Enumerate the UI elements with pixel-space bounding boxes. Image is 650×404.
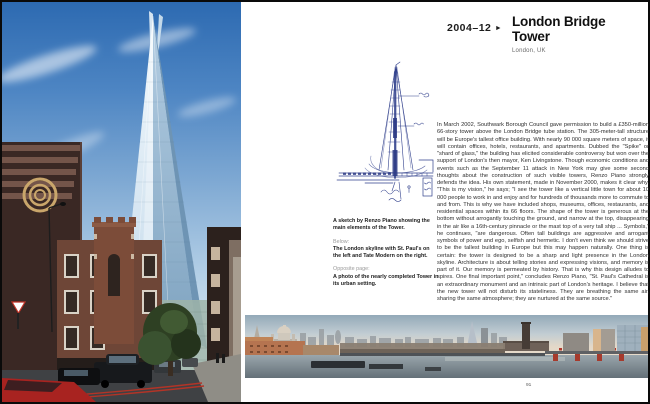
project-dates — [447, 22, 502, 34]
body-text: In March 2002, Southwark Borough Council gave permission to build a £350-million 66-story tower above the London Bridge tube station. The 305-meter-tall structure will be Europe's tallest office building. With nearly 90 000 square meters of space, it will contain offices, hotels, restaurants, and apartments. Dubbed the "Spike" or "shard of glass," the building has elicited considerable controversy but won over the support of London's then mayor, Ken Livingstone. Though economic conditions and events such as the September 11 attack in New York may give some second thoughts about the construction of such visible towers, Renzo Piano strongly defends the idea. His own statement, made in November 2000, makes it clear why. "This is my vision," he says; "I see the tower like a vertical little town for about 10 000 people to work in and enjoy and for hundreds of thousands more to commute to and from. This is why we have included shops, museums, offices, restaurants, and residential spaces within its 66 floors. The shape of the tower is generous at the bottom without arrogantly touching the ground, and narrow at the top, disappearing in the air like a 16th-century pinnacle or the mast top of a very tall ship ... Symbols," he continues, "are dangerous. Often tall buildings are aggressive and arrogant symbols of power and ego, selfish and hermetic. I don't even think we should strive to be the tallest building in Europe but this may happen naturally. One thing is certain: the tower is designed to be a sharp and light presence in the London skyline. Architecture is about telling stories and expressing visions, and memory is part of it. Our memory is permeated by history. That is why this design alludes to spires. One final important point," concludes Renzo Piano, "St. Paul's Cathedral is an extraordinary monument and an intrinsic part of London's heritage. I believe that the new tower will not disturb its stateliness. They are breathing the same air, sharing the same atmosphere; they are nurtured at the same source." — [437, 122, 649, 302]
dates-text: 2004–12 — [447, 22, 492, 34]
tate-modern-chimney — [522, 323, 530, 349]
below-caption: The London skyline with St. Paul's on the left and Tate Modern on the right. — [333, 245, 430, 260]
right-page — [241, 2, 648, 402]
opposite-page-label: Opposite page: — [333, 266, 370, 273]
embankment — [340, 353, 545, 356]
dark-car — [94, 362, 152, 383]
sketch-caption: A sketch by Renzo Piano showing the main elements of the Tower. — [333, 218, 430, 232]
shard-street-photo — [2, 2, 241, 402]
page-number: 91 — [526, 383, 532, 388]
arrow-right-icon: ► — [494, 25, 503, 32]
caption-column — [333, 218, 439, 288]
tower-sketch-drawing — [335, 60, 440, 213]
skyline-panorama-photo — [245, 315, 648, 378]
page-title: London Bridge Tower — [512, 14, 606, 44]
project-location: London, UK — [512, 48, 546, 54]
church-tower — [92, 217, 136, 344]
arched-window — [108, 254, 120, 296]
book-spread — [2, 2, 648, 402]
sketch-dark-mast — [343, 118, 398, 176]
sketch-ink — [337, 62, 433, 202]
opposite-page-caption: A photo of the nearly completed Tower in its urban setting. — [333, 273, 439, 288]
warehouses — [340, 343, 505, 353]
below-label: Below: — [333, 238, 350, 245]
